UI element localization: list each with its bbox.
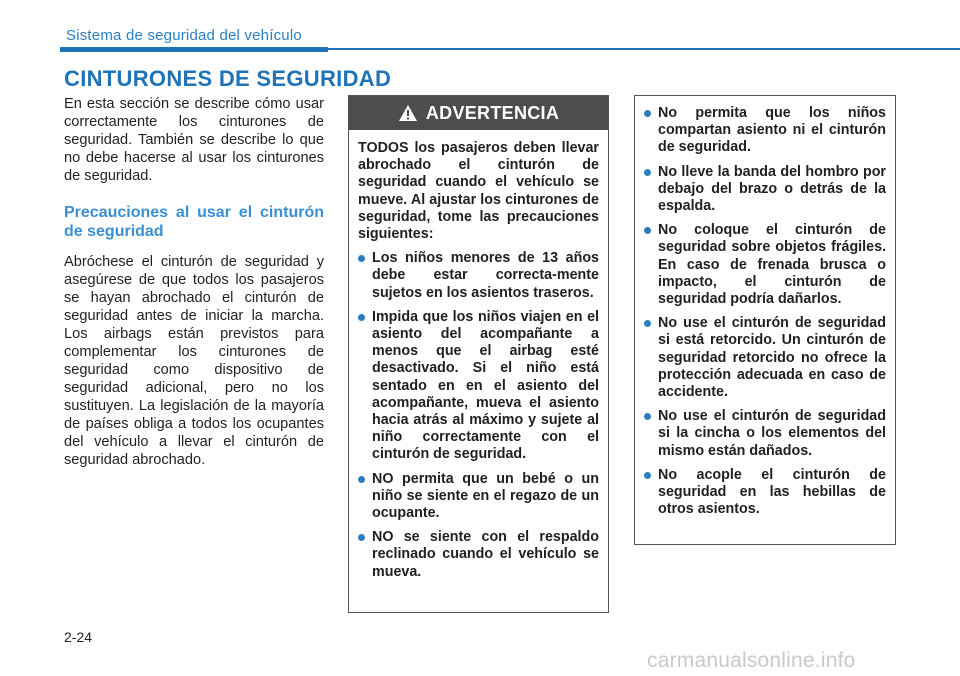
bullet-icon [644, 227, 651, 234]
list-item: No lleve la banda del hombro por debajo del brazo o detrás de la espalda. [644, 164, 886, 216]
warning-label: ADVERTENCIA [425, 102, 560, 123]
page-title: CINTURONES DE SEGURIDAD [64, 66, 392, 91]
warning-body [349, 130, 608, 581]
list-item: No coloque el cinturón de seguridad sobre objetos frágiles. En caso de frenada brusca o impacto, el cinturón de seguridad podría dañarlos. [644, 222, 886, 308]
page-number: 2-24 [64, 629, 93, 645]
list-item: No acople el cinturón de seguridad en las hebillas de otros asientos. [644, 467, 886, 519]
list-item: Los niños menores de 13 años debe estar correcta-mente sujetos en los asientos traseros. [358, 250, 599, 302]
list-item: No permita que los niños compartan asiento ni el cinturón de seguridad. [644, 105, 886, 157]
warning-intro: TODOS los pasajeros deben llevar abrochado el cinturón de seguridad cuando el vehículo se mueve. Al ajustar los cinturones de seguridad, tome las precauciones siguientes: [358, 140, 599, 243]
warning-body-continued [635, 96, 895, 518]
bullet-icon [358, 534, 365, 541]
bullet-icon [358, 255, 365, 262]
list-item: Impida que los niños viajen en el asiento del acompañante a menos que el airbag esté desactivado. Si el niño está sentado en en el asiento del acompañante, mueva el asiento hacia atrás al máximo y sujete al niño correctamente con el cinturón de seguridad. [358, 309, 599, 464]
warning-header [349, 96, 608, 130]
bullet-icon [644, 472, 651, 479]
header-rule [328, 48, 960, 50]
bullet-icon [644, 413, 651, 420]
bullet-icon [644, 169, 651, 176]
intro-paragraph: En esta sección se describe cómo usar correctamente los cinturones de seguridad. También se describe lo que no debe hacerse al usar los cinturones de seguridad. [64, 96, 324, 184]
list-item: No use el cinturón de seguridad si la cincha o los elementos del mismo están dañados. [644, 408, 886, 460]
warning-box-continued [634, 95, 896, 545]
list-item: No use el cinturón de seguridad si está retorcido. Un cinturón de seguridad retorcido no ofrece la protección adecuada en caso de accidente. [644, 315, 886, 401]
warning-list-continued [644, 105, 886, 518]
subheading: Precauciones al usar el cinturón de seguridad [64, 204, 324, 240]
list-item: NO permita que un bebé o un niño se siente en el regazo de un ocupante. [358, 471, 599, 523]
warning-box [348, 95, 609, 613]
left-column [64, 95, 324, 469]
header-accent-bar [60, 47, 328, 52]
warning-triangle-icon [398, 104, 418, 122]
bullet-icon [644, 320, 651, 327]
bullet-icon [644, 110, 651, 117]
list-item: NO se siente con el respaldo reclinado cuando el vehículo se mueva. [358, 529, 599, 581]
bullet-icon [358, 314, 365, 321]
watermark: carmanualsonline.info [647, 649, 856, 672]
bullet-icon [358, 476, 365, 483]
warning-list [358, 250, 599, 581]
section-header: Sistema de seguridad del vehículo [66, 27, 302, 44]
body-paragraph: Abróchese el cinturón de seguridad y asegúrese de que todos los pasajeros se hayan abrochado el cinturón de seguridad antes de iniciar la marcha. Los airbags están previstos para complementar los cinturones de seguridad como dispositivo de seguridad adicional, pero no los sustituyen. La legislación de la mayoría de países obliga a todos los ocupantes del vehículo a llevar el cinturón de seguridad abrochado. [64, 254, 324, 468]
